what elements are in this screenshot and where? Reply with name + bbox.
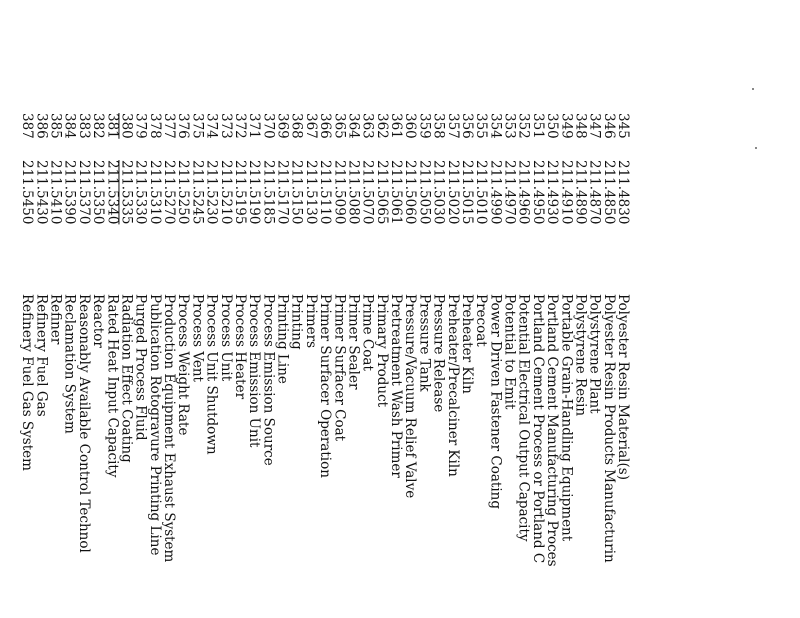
item-number: 364 bbox=[345, 113, 362, 139]
list-item bbox=[162, 113, 176, 618]
item-number: 369 bbox=[274, 113, 291, 139]
list-item bbox=[204, 113, 218, 618]
item-number: 380 bbox=[118, 113, 135, 139]
section-code: 211.5340 bbox=[104, 160, 121, 225]
defined-term: Pressure/Vacuum Relief Valve bbox=[402, 294, 419, 499]
defined-term: Portable Grain-Handling Equipment bbox=[558, 294, 575, 542]
defined-term: Precoat bbox=[473, 294, 490, 347]
item-number: 363 bbox=[359, 113, 376, 139]
defined-term: Printing bbox=[288, 294, 305, 350]
section-code: 211.5450 bbox=[19, 160, 36, 225]
section-code: 211.5210 bbox=[217, 160, 234, 225]
list-item bbox=[360, 113, 374, 618]
defined-term: Preheater/Precalciner Kiln bbox=[444, 294, 461, 477]
defined-term: Radiation Effect Coating bbox=[118, 294, 135, 463]
item-number: 365 bbox=[331, 113, 348, 139]
section-code: 211.5350 bbox=[90, 160, 107, 225]
section-code: 211.4960 bbox=[515, 160, 532, 225]
item-number: 371 bbox=[246, 113, 263, 139]
list-item bbox=[346, 113, 360, 618]
defined-term: Process Emission Unit bbox=[246, 294, 263, 448]
list-item bbox=[148, 113, 162, 618]
defined-term: Publication Rotogravure Printing Line bbox=[146, 294, 163, 556]
list-item bbox=[446, 113, 460, 618]
list-item bbox=[616, 113, 630, 618]
list-item bbox=[502, 113, 516, 618]
list-item bbox=[133, 113, 147, 618]
defined-term: Reactor bbox=[90, 294, 107, 348]
section-code: 211.5195 bbox=[231, 160, 248, 225]
list-item bbox=[318, 113, 332, 618]
scan-speck-middle bbox=[755, 147, 757, 149]
section-code: 211.5065 bbox=[373, 160, 390, 225]
section-code: 211.5390 bbox=[61, 160, 78, 225]
item-number: 348 bbox=[572, 113, 589, 139]
defined-term: Primers bbox=[302, 294, 319, 349]
section-code: 211.5070 bbox=[359, 160, 376, 225]
list-item bbox=[119, 113, 133, 618]
item-number: 351 bbox=[529, 113, 546, 139]
section-code: 211.5060 bbox=[402, 160, 419, 225]
section-code: 211.4870 bbox=[586, 160, 603, 225]
item-number: 366 bbox=[317, 113, 334, 139]
item-number: 349 bbox=[558, 113, 575, 139]
defined-term: Prime Coat bbox=[359, 294, 376, 371]
section-code: 211.4950 bbox=[529, 160, 546, 225]
list-item bbox=[176, 113, 190, 618]
section-code: 211.5170 bbox=[274, 160, 291, 225]
list-item bbox=[304, 113, 318, 618]
defined-term: Reasonably Available Control Technol bbox=[75, 294, 92, 553]
item-number: 350 bbox=[544, 113, 561, 139]
section-code: 211.5430 bbox=[33, 160, 50, 225]
defined-term: Reclamation System bbox=[61, 294, 78, 434]
defined-term: Polystyrene Plant bbox=[586, 294, 603, 414]
list-item bbox=[275, 113, 289, 618]
item-number: 372 bbox=[231, 113, 248, 139]
section-code: 211.5190 bbox=[246, 160, 263, 225]
section-code: 211.4970 bbox=[501, 160, 518, 225]
defined-term: Process Heater bbox=[231, 294, 248, 400]
item-number: 362 bbox=[373, 113, 390, 139]
list-item bbox=[247, 113, 261, 618]
section-code: 211.5310 bbox=[146, 160, 163, 225]
item-number: 385 bbox=[47, 113, 64, 139]
section-code: 211.5370 bbox=[75, 160, 92, 225]
defined-term: Portland Cement Process or Portland C bbox=[529, 294, 546, 564]
defined-term: Primer Surfacer Coat bbox=[331, 294, 348, 442]
item-number: 360 bbox=[402, 113, 419, 139]
item-number: 387 bbox=[19, 113, 36, 139]
defined-term: Primer Sealer bbox=[345, 294, 362, 390]
defined-term: Primary Product bbox=[373, 294, 390, 408]
list-item bbox=[105, 113, 119, 618]
section-code: 211.4910 bbox=[558, 160, 575, 225]
item-number: 370 bbox=[260, 113, 277, 139]
section-code: 211.5015 bbox=[458, 160, 475, 225]
list-item bbox=[48, 113, 62, 618]
item-number: 359 bbox=[416, 113, 433, 139]
item-number: 346 bbox=[600, 113, 617, 139]
defined-term: Pressure Release bbox=[430, 294, 447, 413]
section-code: 211.5020 bbox=[444, 160, 461, 225]
defined-term: Potential Electrical Output Capacity bbox=[515, 294, 532, 542]
list-item bbox=[375, 113, 389, 618]
defined-term: Process Emission Source bbox=[260, 294, 277, 466]
item-number: 345 bbox=[615, 113, 632, 139]
defined-term: Polyester Resin Material(s) bbox=[615, 294, 632, 480]
section-code: 211.5185 bbox=[260, 160, 277, 225]
section-code: 211.5150 bbox=[288, 160, 305, 225]
list-item bbox=[587, 113, 601, 618]
defined-term: Refinery Fuel Gas System bbox=[19, 294, 36, 471]
list-item bbox=[403, 113, 417, 618]
item-number: 354 bbox=[487, 113, 504, 139]
section-code: 211.4930 bbox=[544, 160, 561, 225]
list-item bbox=[474, 113, 488, 618]
defined-term: Process Vent bbox=[189, 294, 206, 382]
item-number: 379 bbox=[132, 113, 149, 139]
section-code: 211.5090 bbox=[331, 160, 348, 225]
item-number: 367 bbox=[302, 113, 319, 139]
section-code: 211.5110 bbox=[317, 160, 334, 225]
list-item bbox=[219, 113, 233, 618]
list-item bbox=[20, 113, 34, 618]
defined-term: Production Equipment Exhaust System bbox=[161, 294, 178, 563]
defined-term: Pressure Tank bbox=[416, 294, 433, 392]
section-code: 211.5335 bbox=[118, 160, 135, 225]
item-number: 386 bbox=[33, 113, 50, 139]
item-number: 374 bbox=[203, 113, 220, 139]
defined-term: Power Driven Fastener Coating bbox=[487, 294, 504, 510]
item-number: 361 bbox=[388, 113, 405, 139]
section-code: 211.5061 bbox=[388, 160, 405, 225]
list-item bbox=[488, 113, 502, 618]
section-code: 211.4990 bbox=[487, 160, 504, 225]
list-item bbox=[63, 113, 77, 618]
list-item bbox=[559, 113, 573, 618]
item-number: 375 bbox=[189, 113, 206, 139]
definitions-list bbox=[20, 113, 630, 618]
defined-term: Purged Process Fluid bbox=[132, 294, 149, 441]
list-item bbox=[290, 113, 304, 618]
section-code: 211.5080 bbox=[345, 160, 362, 225]
item-number: 376 bbox=[175, 113, 192, 139]
item-number: 378 bbox=[146, 113, 163, 139]
section-code: 211.5250 bbox=[175, 160, 192, 225]
list-item bbox=[417, 113, 431, 618]
section-code: 211.5245 bbox=[189, 160, 206, 225]
defined-term: Process Unit Shutdown bbox=[203, 294, 220, 455]
defined-term: Printing Line bbox=[274, 294, 291, 384]
list-item bbox=[77, 113, 91, 618]
list-item bbox=[34, 113, 48, 618]
list-item bbox=[91, 113, 105, 618]
list-item bbox=[531, 113, 545, 618]
defined-term: Primer Surfacer Operation bbox=[317, 294, 334, 478]
list-item bbox=[545, 113, 559, 618]
list-item bbox=[261, 113, 275, 618]
item-number: 347 bbox=[586, 113, 603, 139]
scan-speck-top bbox=[752, 88, 754, 90]
item-number: 384 bbox=[61, 113, 78, 139]
list-item bbox=[332, 113, 346, 618]
defined-term: Preheater Kiln bbox=[458, 294, 475, 394]
defined-term: Portland Cement Manufacturing Proces bbox=[544, 294, 561, 567]
defined-term: Process Weight Rate bbox=[175, 294, 192, 436]
section-code: 211.5010 bbox=[473, 160, 490, 225]
section-code: 211.4830 bbox=[615, 160, 632, 225]
item-number: 356 bbox=[458, 113, 475, 139]
item-number: 358 bbox=[430, 113, 447, 139]
list-item bbox=[602, 113, 616, 618]
defined-term: Polyester Resin Products Manufacturin bbox=[600, 294, 617, 563]
section-code: 211.5130 bbox=[302, 160, 319, 225]
item-number: 352 bbox=[515, 113, 532, 139]
list-item bbox=[431, 113, 445, 618]
section-code: 211.5410 bbox=[47, 160, 64, 225]
item-number: 357 bbox=[444, 113, 461, 139]
item-number: 368 bbox=[288, 113, 305, 139]
defined-term: Polystyrene Resin bbox=[572, 294, 589, 417]
section-code: 211.5030 bbox=[430, 160, 447, 225]
defined-term: Rated Heat Input Capacity bbox=[104, 294, 121, 478]
item-number: 381 bbox=[104, 113, 121, 139]
list-item bbox=[517, 113, 531, 618]
list-item bbox=[460, 113, 474, 618]
item-number: 373 bbox=[217, 113, 234, 139]
defined-term: Refinery Fuel Gas bbox=[33, 294, 50, 417]
list-item bbox=[190, 113, 204, 618]
section-code: 211.5270 bbox=[161, 160, 178, 225]
section-code: 211.5230 bbox=[203, 160, 220, 225]
item-number: 383 bbox=[75, 113, 92, 139]
defined-term: Pretreatment Wash Primer bbox=[388, 294, 405, 478]
section-code: 211.4890 bbox=[572, 160, 589, 225]
defined-term: Potential to Emit bbox=[501, 294, 518, 410]
list-item bbox=[573, 113, 587, 618]
section-code: 211.4850 bbox=[600, 160, 617, 225]
defined-term: Refiner bbox=[47, 294, 64, 345]
section-code: 211.5050 bbox=[416, 160, 433, 225]
section-code: 211.5330 bbox=[132, 160, 149, 225]
defined-term: Process Unit bbox=[217, 294, 234, 382]
item-number: 382 bbox=[90, 113, 107, 139]
item-number: 353 bbox=[501, 113, 518, 139]
item-number: 355 bbox=[473, 113, 490, 139]
list-item bbox=[233, 113, 247, 618]
item-number: 377 bbox=[161, 113, 178, 139]
list-item bbox=[389, 113, 403, 618]
